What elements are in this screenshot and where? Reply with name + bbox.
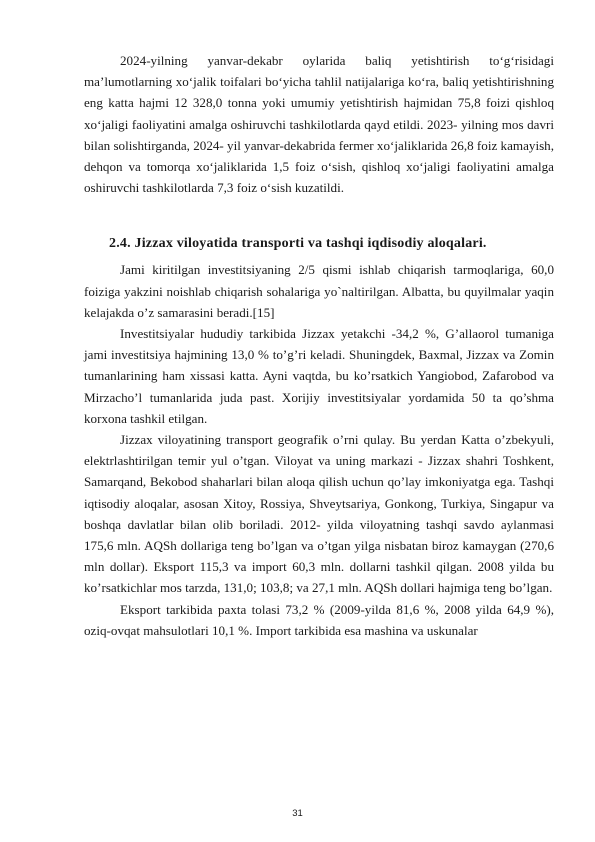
paragraph-export-structure: Eksport tarkibida paxta tolasi 73,2 % (2009-yilda 81,6 %, 2008 yilda 64,9 %), oziq-ovqat mahsulotlari 10,1 %. Import tarkibida esa mashina va uskunalar	[84, 601, 554, 638]
paragraph-investment-regions: Investitsiyalar hududiy tarkibida Jizzax yetakchi -34,2 %, G’allaorol tumaniga jami investitsiya hajmining 13,0 % to’g’ri keladi. Shuningdek, Baxmal, Jizzax va Zomin tumanlarining ham xissasi katta. Ayni vaqtda, bu ko’rsatkich Yangiobod, Zafarobod va Mirzacho’l tumanlarida juda past. Xorijiy investitsiyalar yordamida 50 ta qo’shma korxona tashkil etilgan.	[84, 326, 554, 426]
page-number: 31	[292, 808, 303, 819]
section-heading: 2.4. Jizzax viloyatida transporti va tashqi iqdisodiy aloqalari.	[109, 236, 487, 252]
paragraph-fish-farming: 2024-yilning yanvar-dekabr oylarida baliq yetishtirish to‘g‘risidagi ma’lumotlarning xo‘jalik toifalari bo‘yicha tahlil natijalariga ko‘ra, baliq yetishtirishning eng katta hajmi 12 328,0 tonna yoki umumiy yetishtirish hajmidan 75,8 foizi qishloq xo‘jaligi faoliyatini amalga oshiruvchi tashkilotlarda qayd etildi. 2023- yilning mos davri bilan solishtirganda, 2024- yil yanvar-dekabrida fermer xo‘jaliklarida 26,8 foiz kamayish, dehqon va tomorqa xo‘jaliklarida 1,5 foiz o‘sish, qishloq xo‘jaligi faoliyatini amalga oshiruvchi tashkilotlarda 7,3 foiz o‘sish kuzatildi.	[84, 53, 555, 196]
document-page	[84, 50, 554, 641]
paragraph-investment-share: Jami kiritilgan investitsiyaning 2/5 qismi ishlab chiqarish tarmoqlariga, 60,0 foiziga yakzini noishlab chiqarish sohalariga yo`naltirilgan. Albatta, bu quyilmalar yaqin kelajakda o’z samarasini beradi.[15]	[84, 262, 554, 320]
paragraph-transport-trade: Jizzax viloyatining transport geografik o’rni qulay. Bu yerdan Katta o’zbekyuli, elektrlashtirilgan temir yul o’tgan. Viloyat va uning markazi - Jizzax shahri Toshkent, Samarqand, Bekobod shaharlari bilan aloqa qilish uchun qo’lay imkoniyatga ega. Tashqi iqtisodiy aloqalar, asosan Xitoy, Rossiya, Shveytsariya, Gonkong, Turkiya, Singapur va boshqa davlatlar bilan olib boriladi. 2012- yilda viloyatning tashqi savdo aylanmasi 175,6 mln. AQSh dollariga teng bo’lgan va o’tgan yilga nisbatan biroz kamaygan (270,6 mln dollar). Eksport 115,3 va import 60,3 mln. dollarni tashkil qilgan. 2008 yilda bu ko’rsatkichlar mos tarzda, 131,0; 103,8; va 27,1 mln. AQSh dollari hajmiga teng bo’lgan.	[84, 432, 554, 596]
